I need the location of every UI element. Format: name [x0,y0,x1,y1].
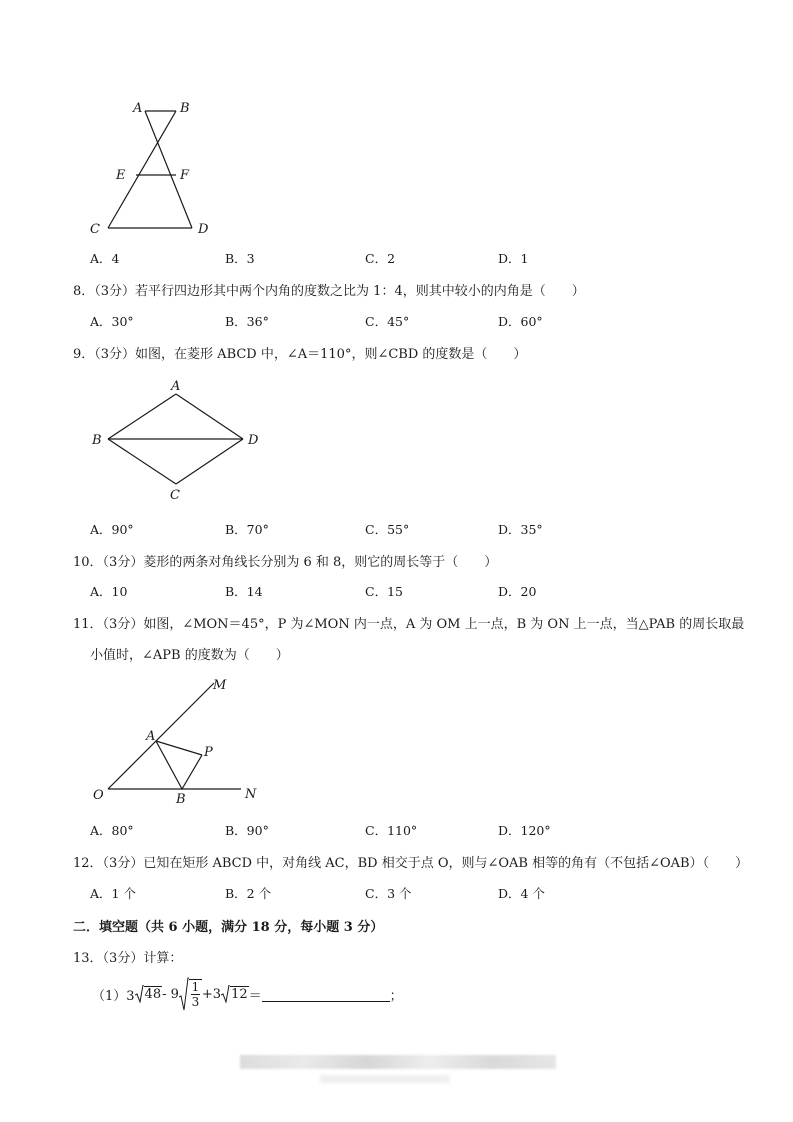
radical-icon [221,985,230,1003]
q9-label-A: A [171,379,181,394]
q11-option-a: A．80° [90,823,134,838]
fraction-numerator: 1 [191,979,200,994]
q11-option-b: B．90° [225,823,269,838]
q13-end: ； [389,988,403,1004]
radicand-48: 48 [144,987,162,1002]
q9-option-d: D．35° [498,522,543,537]
q11-text-line1: 11．（3分）如图，∠MON＝45°，P 为∠MON 内一点，A 为 OM 上一点，B 为 ON 上一点，当△PAB 的周长取最 [73,617,745,632]
q9-option-a: A．90° [90,522,134,537]
q11-label-B: B [176,792,186,807]
q9-label-C: C [170,488,180,503]
q12-option-c: C．3 个 [365,886,412,901]
q11-label-P: P [204,745,213,760]
q13-equals: ＝ [248,988,262,1004]
q8-option-c: C．45° [365,314,410,329]
q9-option-c: C．55° [365,522,410,537]
section2-title: 二．填空题（共 6 小题，满分 18 分，每小题 3 分） [73,920,384,935]
q7-label-D: D [198,222,209,237]
q10-text: 10．（3分）菱形的两条对角线长分别为 6 和 8，则它的周长等于（ ） [73,555,498,570]
blurred-footer-sub [320,1075,450,1083]
q11-label-A: A [146,729,156,744]
sqrt-one-third [179,977,202,1011]
q9-option-b: B．70° [225,522,269,537]
radical-icon [135,985,144,1003]
q7-option-c: C．2 [365,251,396,266]
q13-part1-label: （1）3 [92,988,135,1004]
q7-label-A: A [133,101,143,116]
q8-option-a: A．30° [90,314,134,329]
q11-label-N: N [245,787,257,802]
q12-option-d: D．4 个 [498,886,545,901]
blurred-footer [240,1055,556,1069]
q11-option-c: C．110° [365,823,418,838]
q7-label-C: C [90,222,100,237]
q9-label-D: D [248,433,259,448]
q13-part1-expression [92,976,403,1012]
q7-figure [80,95,230,245]
q8-option-b: B．36° [225,314,269,329]
fraction-denominator: 3 [191,994,200,1009]
q12-text: 12．（3分）已知在矩形 ABCD 中，对角线 AC，BD 相交于点 O，则与∠OAB 相等的角有（不包括∠OAB）（ ） [73,856,749,871]
q7-option-d: D．1 [498,251,529,266]
q8-text: 8．（3分）若平行四边形其中两个内角的度数之比为 1：4，则其中较小的内角是（ ） [73,284,585,299]
q9-figure [88,372,268,507]
fraction [189,979,202,1009]
radicand-12: 12 [231,987,248,1002]
q11-label-M: M [213,678,227,693]
q12-option-a: A．1 个 [90,886,136,901]
q9-label-B: B [92,433,102,448]
q13-plus: +3 [201,986,222,1002]
q13-text: 13．（3分）计算： [73,951,183,966]
q10-option-b: B．14 [225,584,263,599]
q11-option-d: D．120° [498,823,551,838]
q7-label-F: F [180,168,190,183]
q11-figure [88,672,268,812]
q7-option-a: A．4 [90,251,120,266]
q8-option-d: D．60° [498,314,543,329]
q10-option-c: C．15 [365,584,403,599]
q7-label-E: E [116,168,126,183]
q7-label-B: B [180,101,190,116]
q7-option-b: B．3 [225,251,255,266]
q11-label-O: O [93,788,104,803]
sqrt-48 [135,985,163,1003]
q11-text-line2: 小值时，∠APB 的度数为（ ） [90,648,289,663]
sqrt-12 [221,985,249,1003]
q12-option-b: B．2 个 [225,886,272,901]
radical-icon [179,977,189,1011]
q10-option-d: D．20 [498,584,537,599]
q9-text: 9．（3分）如图，在菱形 ABCD 中，∠A＝110°，则∠CBD 的度数是（ ） [73,347,527,362]
q13-minus: - 9 [162,986,179,1002]
answer-blank[interactable] [262,987,390,1002]
q10-option-a: A．10 [90,584,128,599]
